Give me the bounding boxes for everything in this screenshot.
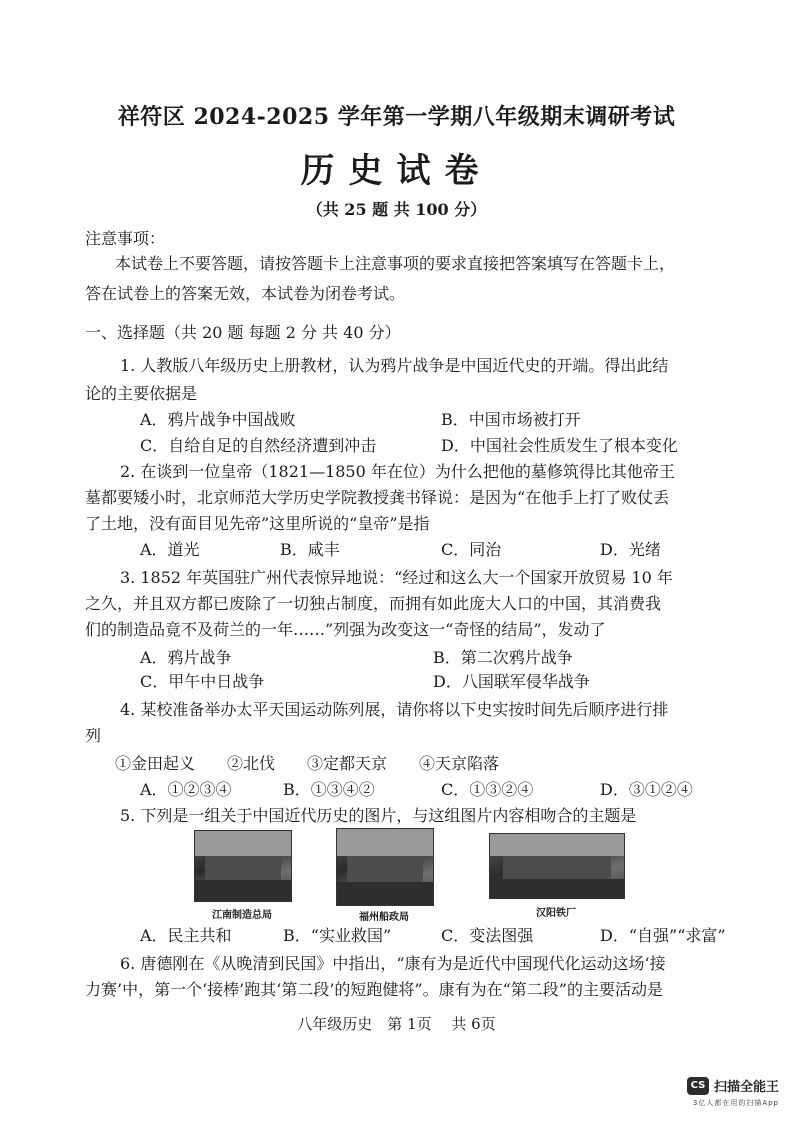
option-a: A．①②③④ <box>140 780 232 799</box>
photo-caption: 汉阳铁厂 <box>536 908 576 919</box>
option-d: D．“自强”“求富” <box>600 926 726 945</box>
option-b: B．“实业救国” <box>283 926 392 945</box>
option-c: C．甲午中日战争 <box>140 672 265 691</box>
option-a: A．鸦片战争 <box>140 648 232 667</box>
question-text: 力赛’中，第一个‘接棒’跑其‘第二段’的短跑健将”。康有为在“第二段”的主要活动是 <box>85 980 663 999</box>
photo-caption: 福州船政局 <box>359 912 409 923</box>
option-b: B．①③④② <box>283 780 375 799</box>
option-d: D．光绪 <box>600 540 661 559</box>
option-a: A．民主共和 <box>140 926 232 945</box>
watermark-sub: 3亿人都在用的扫描App <box>692 1099 779 1107</box>
option-b: B．第二次鸦片战争 <box>433 648 573 667</box>
question-text: 论的主要依据是 <box>85 384 198 403</box>
option-b: B．中国市场被打开 <box>441 410 581 429</box>
question-text: 1. 人教版八年级历史上册教材，认为鸦片战争是中国近代史的开端。得出此结 <box>120 356 669 375</box>
option-c: C．①③②④ <box>441 780 534 799</box>
notice-line: 本试卷上不要答题，请按答题卡上注意事项的要求直接把答案填写在答题卡上， <box>115 254 676 273</box>
photo-jiangnan-arsenal <box>194 830 292 902</box>
option-a: A．道光 <box>140 540 200 559</box>
subject-title: 历史试卷 <box>300 151 493 191</box>
photo-hanyang-ironworks <box>489 833 625 899</box>
section-title: 一、选择题（共 20 题 每题 2 分 共 40 分） <box>85 323 401 342</box>
question-text: 墓都要矮小时，北京师范大学历史学院教授龚书铎说：是因为“在他手上打了败仗丢 <box>85 488 670 507</box>
question-text: 6. 唐德刚在《从晚清到民国》中指出，“康有为是近代中国现代化运动这场‘接 <box>120 954 666 973</box>
option-d: D．中国社会性质发生了根本变化 <box>441 436 678 455</box>
question-text: 列 <box>85 726 102 745</box>
option-d: D．八国联军侵华战争 <box>433 672 590 691</box>
notice-line: 答在试卷上的答案无效，本试卷为闭卷考试。 <box>85 284 406 303</box>
option-c: C．变法图强 <box>441 926 534 945</box>
question-text: 3. 1852 年英国驻广州代表惊异地说：“经过和这么大一个国家开放贸易 10 年 <box>120 568 673 587</box>
option-d: D．③①②④ <box>600 780 693 799</box>
event-list: ①金田起义 ②北伐 ③定都天京 ④天京陷落 <box>115 754 500 773</box>
exam-title: 祥符区 2024-2025 学年第一学期八年级期末调研考试 <box>117 104 676 130</box>
question-text: 2. 在谈到一位皇帝（1821—1850 年在位）为什么把他的墓修筑得比其他帝王 <box>120 462 675 481</box>
scanner-watermark <box>687 1076 779 1095</box>
camscanner-logo-icon: CS <box>687 1077 709 1095</box>
watermark-name: 扫描全能王 <box>713 1080 779 1095</box>
question-text: 了土地，没有面目见先帝”这里所说的“皇帝”是指 <box>85 514 430 533</box>
question-text: 之久，并且双方都已废除了一切独占制度，而拥有如此庞大人口的中国，其消费我 <box>85 594 662 613</box>
question-text: 5. 下列是一组关于中国近代历史的图片，与这组图片内容相吻合的主题是 <box>120 806 637 825</box>
photo-caption: 江南制造总局 <box>212 910 272 921</box>
notice-label: 注意事项： <box>85 229 166 248</box>
option-c: C．自给自足的自然经济遭到冲击 <box>140 436 377 455</box>
page-footer: 八年级历史 第 1页 共 6页 <box>297 1015 496 1033</box>
option-b: B．咸丰 <box>280 540 340 559</box>
exam-summary: （共 25 题 共 100 分） <box>306 200 487 219</box>
option-c: C．同治 <box>441 540 502 559</box>
photo-fuzhou-shipyard <box>336 828 434 906</box>
question-text: 4. 某校准备举办太平天国运动陈列展，请你将以下史实按时间先后顺序进行排 <box>120 700 669 719</box>
question-text: 们的制造品竟不及荷兰的一年……”列强为改变这一“奇怪的结局”，发动了 <box>85 620 606 639</box>
option-a: A．鸦片战争中国战败 <box>140 410 296 429</box>
